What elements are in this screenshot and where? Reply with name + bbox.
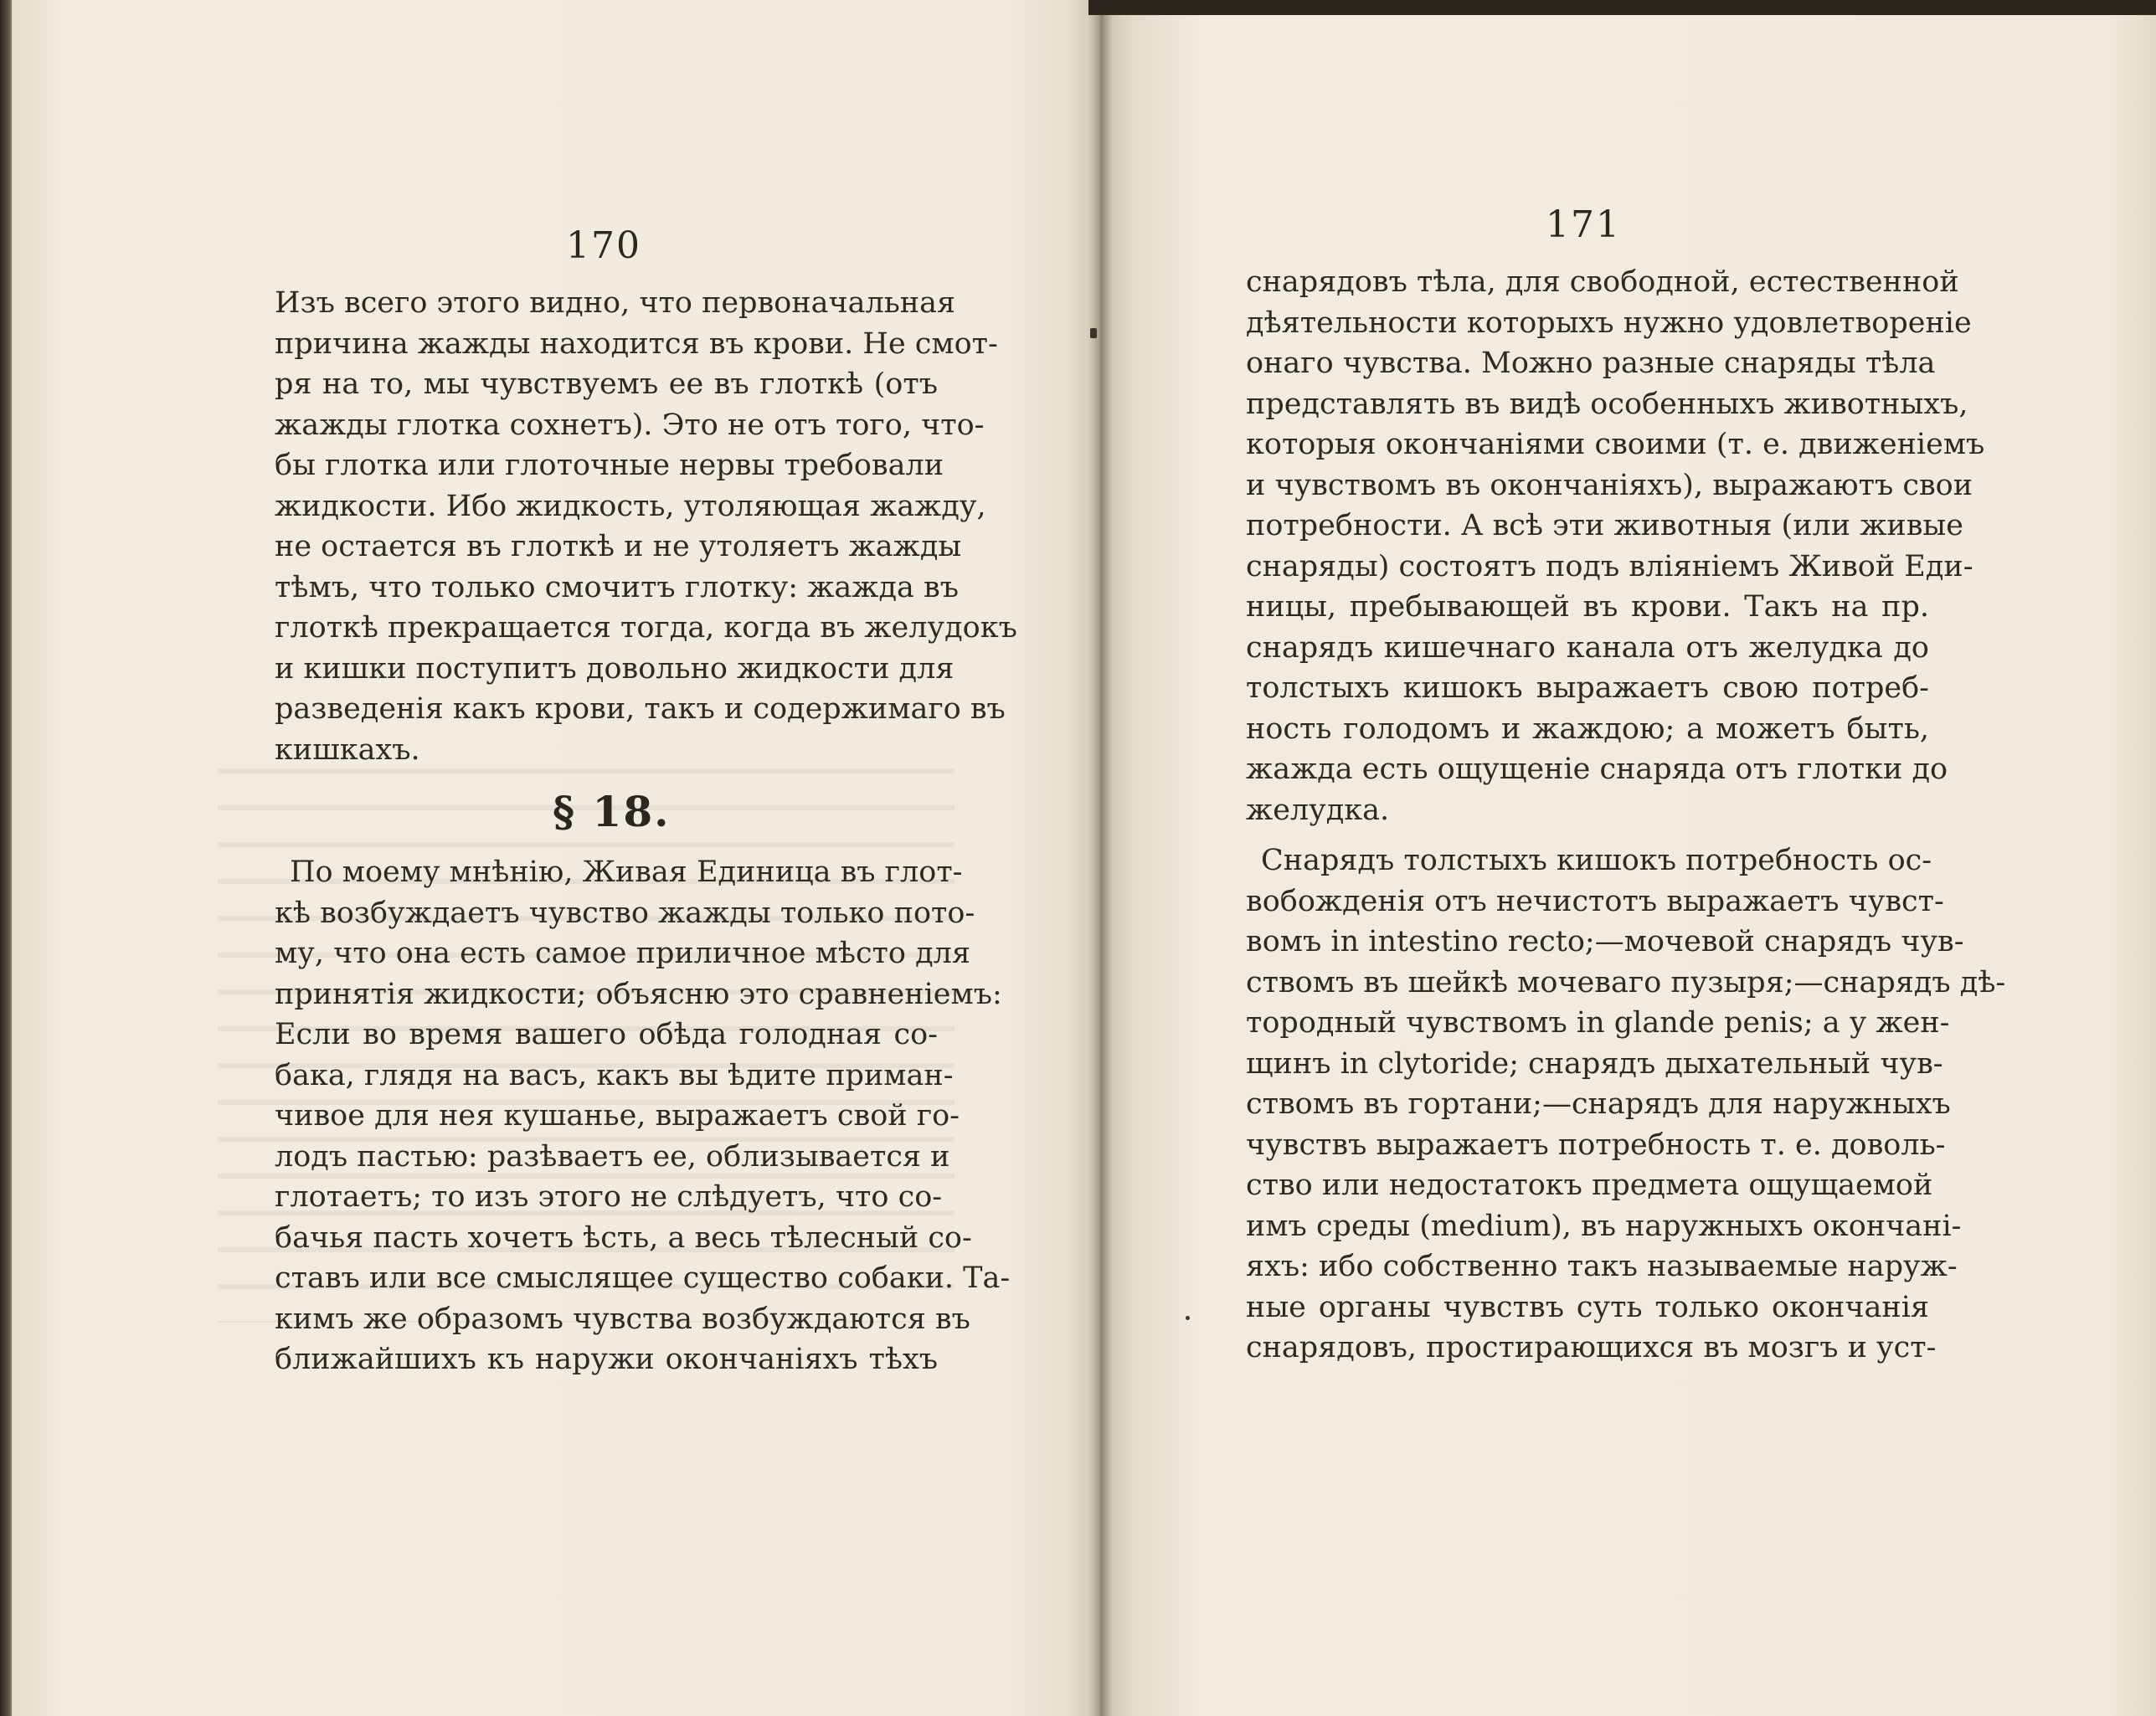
text-line: чувствъ выражаетъ потребность т. е. доволь- — [1246, 1128, 1946, 1162]
dark-top-edge — [1088, 0, 2156, 15]
text-line: снарядъ кишечнаго канала отъ желудка до — [1246, 630, 1929, 665]
text-line: кѣ возбуждаетъ чувство жажды только пото- — [275, 896, 975, 930]
text-line: тѣмъ, что только смочитъ глотку: жажда въ — [275, 570, 959, 604]
text-line: ницы, пребывающей въ крови. Такъ на пр. — [1246, 590, 1929, 624]
text-line: ствомъ въ шейкѣ мочеваго пузыря;—снарядъ дѣ- — [1246, 965, 2006, 999]
text-line: тородный чувствомъ in glande penis; а у жен- — [1246, 1006, 1950, 1040]
text-line: ря на то, мы чувствуемъ ее въ глоткѣ (отъ — [275, 367, 938, 401]
text-line: вомъ in intestino recto;—мочевой снарядъ чув- — [1246, 925, 1964, 958]
text-line: кимъ же образомъ чувства возбуждаются въ — [275, 1302, 970, 1336]
text-line: ставъ или все смыслящее существо собаки. Та- — [275, 1261, 1011, 1295]
left-page-number: 170 — [566, 224, 641, 267]
book-gutter — [1088, 0, 1112, 1716]
section-heading: § 18. — [553, 787, 671, 836]
left-paragraph-2 — [275, 852, 1011, 1380]
text-line: потребности. А всѣ эти животныя (или живые — [1246, 509, 1964, 542]
text-line: яхъ: ибо собственно такъ называемые наруж- — [1246, 1250, 1958, 1283]
text-line: ные органы чувствъ суть только окончанія — [1246, 1290, 1929, 1324]
text-line: ство или недостатокъ предмета ощущаемой — [1246, 1169, 1933, 1202]
text-line: ность голодомъ и жаждою; а можетъ быть, — [1246, 712, 1929, 746]
text-line: онаго чувства. Можно разные снаряды тѣла — [1246, 347, 1936, 380]
text-line: причина жажды находится въ крови. Не смот- — [275, 326, 998, 361]
text-line: снарядовъ, простирающихся въ мозгъ и уст- — [1246, 1331, 1937, 1364]
text-line: кишкахъ. — [275, 732, 420, 767]
text-line: имъ среды (medium), въ наружныхъ окончані- — [1246, 1209, 1962, 1243]
text-line: бачья пасть хочетъ ѣсть, а весь тѣлесный со- — [275, 1220, 972, 1255]
text-line: жажды глотка сохнетъ). Это не отъ того, что- — [275, 408, 985, 442]
text-line: бы глотка или глоточные нервы требовали — [275, 449, 944, 482]
text-line: лодъ пастью: разѣваетъ ее, облизывается и — [275, 1139, 950, 1174]
text-line: разведенія какъ крови, такъ и содержимаго въ — [275, 692, 1006, 726]
text-line: дѣятельности которыхъ нужно удовлетвореніе — [1246, 306, 1972, 340]
text-line: жидкости. Ибо жидкость, утоляющая жажду, — [275, 489, 986, 523]
text-line: которыя окончаніями своими (т. е. движеніемъ — [1246, 428, 1985, 461]
text-line: По моему мнѣнію, Живая Единица въ глот- — [290, 855, 963, 889]
text-line: желудка. — [1246, 793, 1390, 827]
paper-speck — [1186, 1316, 1190, 1320]
text-line: толстыхъ кишокъ выражаетъ свою потреб- — [1246, 671, 1929, 705]
text-line: снарядовъ тѣла, для свободной, естественной — [1246, 265, 1959, 299]
text-line: Снарядъ толстыхъ кишокъ потребность ос- — [1261, 844, 1932, 877]
text-line: снаряды) состоятъ подъ вліяніемъ Живой Еди- — [1246, 549, 1973, 583]
text-line: представлять въ видѣ особенныхъ животныхъ, — [1246, 387, 1968, 421]
text-line: щинъ in clytoride; снарядъ дыхательный чув- — [1246, 1046, 1943, 1081]
text-line: принятія жидкости; объясню это сравненіемъ: — [275, 977, 1002, 1011]
text-line: вобожденія отъ нечистотъ выражаетъ чувст- — [1246, 884, 1944, 918]
text-line: не остается въ глоткѣ и не утоляетъ жажды — [275, 530, 962, 563]
left-paragraph-1 — [275, 283, 1017, 770]
text-line: ствомъ въ гортани;—снарядъ для наружныхъ — [1246, 1087, 1951, 1121]
text-line: и кишки поступитъ довольно жидкости для — [275, 651, 955, 686]
text-line: глоткѣ прекращается тогда, когда въ желудокъ — [275, 611, 1017, 645]
text-line: и чувствомъ въ окончаніяхъ), выражаютъ свои — [1246, 468, 1973, 502]
paper-speck — [1090, 328, 1097, 338]
text-line: му, что она есть самое приличное мѣсто для — [275, 937, 970, 970]
text-line: бака, глядя на васъ, какъ вы ѣдите приман- — [275, 1058, 954, 1092]
text-line: чивое для нея кушанье, выражаетъ свой го- — [275, 1099, 960, 1133]
text-line: Изъ всего этого видно, что первоначальная — [275, 286, 956, 320]
text-line: глотаетъ; то изъ этого не слѣдуетъ, что со- — [275, 1180, 943, 1214]
right-page-number: 171 — [1546, 203, 1621, 246]
text-line: Если во время вашего обѣда голодная со- — [275, 1018, 938, 1051]
right-text — [1246, 262, 2006, 1369]
text-line: жажда есть ощущеніе снаряда отъ глотки до — [1246, 753, 1948, 786]
text-line: ближайшихъ къ наружи окончаніяхъ тѣхъ — [275, 1343, 938, 1376]
